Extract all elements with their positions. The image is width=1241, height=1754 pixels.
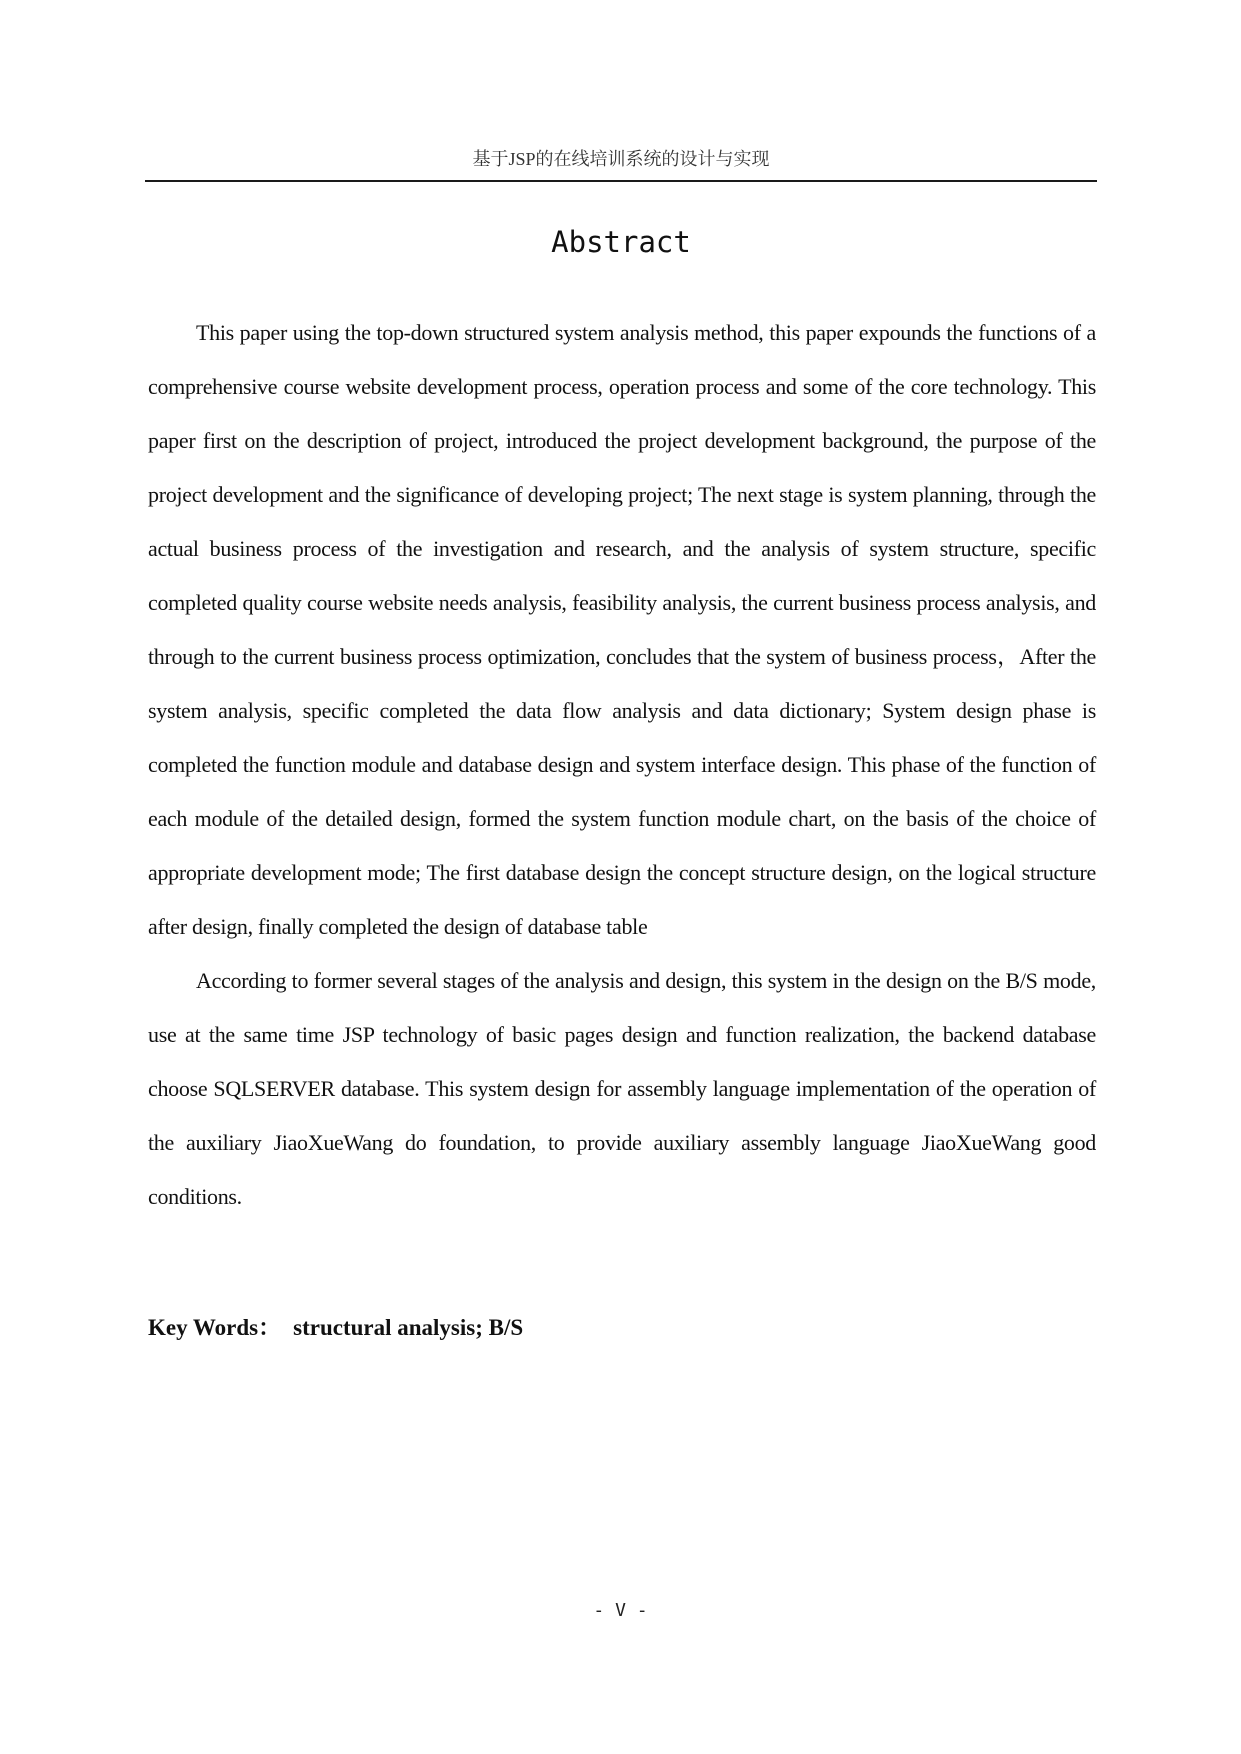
abstract-paragraph-1: This paper using the top-down structured system analysis method, this paper expounds the functions of a comprehensive course website development process, operation process and some of the core technology. This paper first on the description of project, introduced the project development background, the purpose of the project development and the significance of developing project; The next stage is system planning, through the actual business process of the investigation and research, and the analysis of system structure, specific completed quality course website needs analysis, feasibility analysis, the current business process analysis, and through to the current business process optimization, concludes that the system of business process，After the system analysis, specific completed the data flow analysis and data dictionary; System design phase is completed the function module and database design and system interface design. This phase of the function of each module of the detailed design, formed the system function module chart, on the basis of the choice of appropriate development mode; The first database design the concept structure design, on the logical structure after design, finally completed the design of database table [148,320,1096,939]
abstract-paragraph-2: According to former several stages of the analysis and design, this system in the design on the B/S mode, use at the same time JSP technology of basic pages design and function realization, the backend database choose SQLSERVER database. This system design for assembly language implementation of the operation of the auxiliary JiaoXueWang do foundation, to provide auxiliary assembly language JiaoXueWang good conditions. [148,968,1096,1209]
running-header-title: 基于JSP的在线培训系统的设计与实现 [472,149,770,169]
abstract-heading: Abstract [551,225,691,259]
page-number: - V - [593,1600,648,1621]
keywords-value: structural analysis; B/S [293,1315,524,1340]
keywords-line [148,1310,1096,1346]
running-header [145,146,1097,182]
keywords-label: Key Words： [148,1315,282,1340]
abstract-body [148,306,1096,1224]
